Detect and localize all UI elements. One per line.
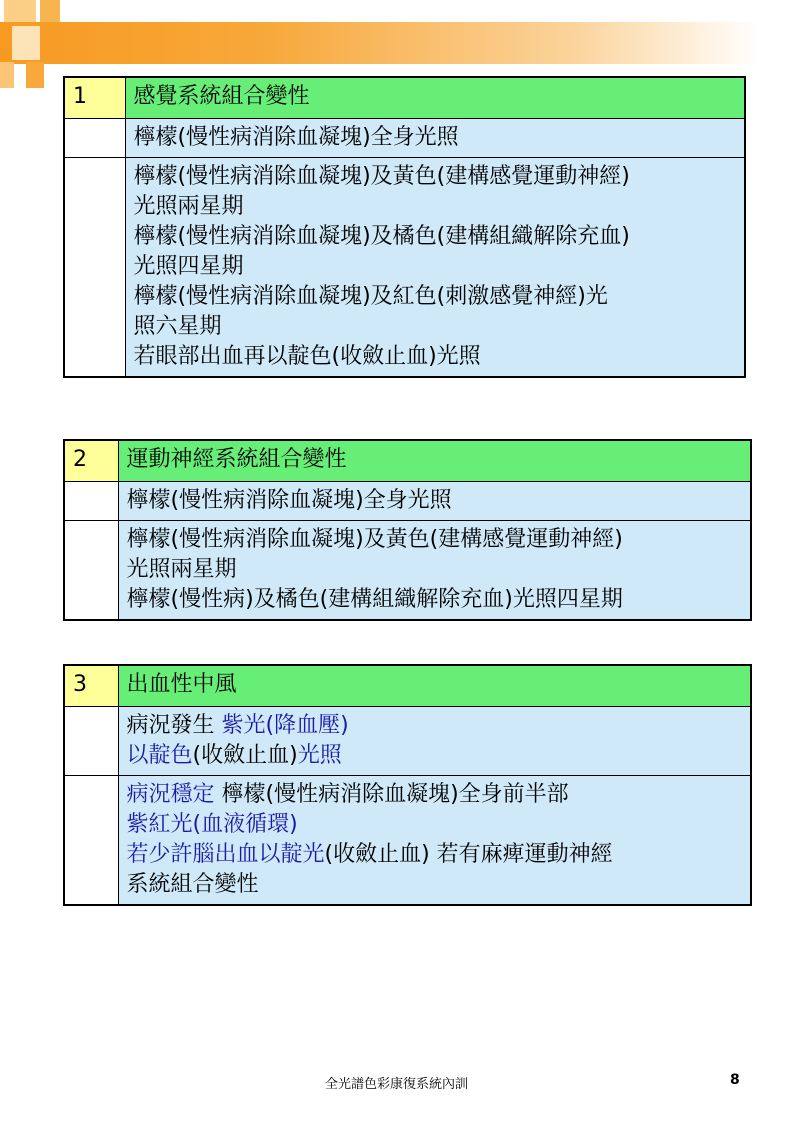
content-line [127, 840, 743, 870]
content-line [127, 525, 743, 555]
text-segment: 檸檬(慢性病消除血凝塊)及黃色(建構感覺運動神經) [126, 527, 623, 552]
section-content [118, 707, 751, 776]
content-line [134, 342, 737, 372]
section-content [118, 776, 751, 906]
section-row [64, 158, 745, 378]
text-segment: 紫紅光(血液循環) [126, 812, 298, 837]
section-title: 出血性中風 [118, 665, 751, 707]
content-line [134, 192, 737, 222]
section-content [118, 482, 751, 521]
section-content [125, 119, 745, 158]
header-bar [0, 22, 760, 64]
text-segment: 系統組合變性 [126, 872, 259, 897]
text-segment: 以靛色 [126, 743, 193, 768]
text-segment: 光照兩星期 [133, 194, 244, 219]
text-segment: 若少許腦出血以靛光 [126, 842, 325, 867]
section-table-3 [63, 664, 752, 906]
section-row [64, 776, 751, 906]
content-line [134, 282, 737, 312]
section-row [64, 521, 751, 621]
content-line [127, 585, 743, 615]
text-segment: 檸檬(慢性病消除血凝塊)全身前半部 [214, 782, 569, 807]
section-number: 2 [64, 440, 118, 482]
content-line [134, 123, 737, 153]
content-line [127, 555, 743, 585]
content-line [127, 780, 743, 810]
text-segment: 檸檬(慢性病消除血凝塊)全身光照 [126, 488, 452, 513]
text-segment: 檸檬(慢性病消除血凝塊)及紅色(刺激感覺神經)光 [133, 284, 608, 309]
section-title: 感覺系統組合變性 [125, 77, 745, 119]
text-segment: 照六星期 [133, 314, 222, 339]
text-segment: 檸檬(慢性病)及橘色(建構組織解除充血)光照四星期 [126, 587, 623, 612]
footer-title: 全光譜色彩康復系統內訓 [324, 1077, 468, 1092]
content-line [127, 486, 743, 516]
page-number: 8 [730, 1072, 740, 1088]
header-decor-square [26, 62, 44, 88]
text-segment: 檸檬(慢性病消除血凝塊)及橘色(建構組織解除充血) [133, 224, 630, 249]
header-decor-square [40, 0, 60, 22]
text-segment: 光照四星期 [133, 254, 244, 279]
content-line [134, 312, 737, 342]
section-title-row [64, 77, 745, 119]
text-segment: 光照 [297, 743, 342, 768]
text-segment: 檸檬(慢性病消除血凝塊)全身光照 [133, 125, 459, 150]
content-line [127, 870, 743, 900]
section-row [64, 119, 745, 158]
text-segment: 病況發生 [126, 713, 222, 738]
content-line [127, 741, 743, 771]
section-title: 運動神經系統組合變性 [118, 440, 751, 482]
section-content [125, 158, 745, 378]
content-line [134, 222, 737, 252]
content-line [127, 810, 743, 840]
text-segment: (收斂止血) 若有麻痺運動神經 [324, 842, 613, 867]
section-row [64, 482, 751, 521]
text-segment: 紫光(降血壓) [221, 713, 349, 738]
section-content [118, 521, 751, 621]
header-decor-square [12, 26, 40, 60]
text-segment: (收斂止血) [192, 743, 298, 768]
text-segment: 若眼部出血再以靛色(收斂止血)光照 [133, 344, 481, 369]
header-decor-square [4, 0, 36, 22]
content-line [127, 711, 743, 741]
section-row [64, 707, 751, 776]
section-table-1 [63, 76, 746, 378]
section-number: 1 [64, 77, 125, 119]
section-table-2 [63, 439, 752, 621]
text-segment: 檸檬(慢性病消除血凝塊)及黃色(建構感覺運動神經) [133, 164, 630, 189]
text-segment: 光照兩星期 [126, 557, 237, 582]
header-decor-square [0, 62, 14, 88]
content-line [134, 252, 737, 282]
section-number: 3 [64, 665, 118, 707]
content-line [134, 162, 737, 192]
text-segment: 病況穩定 [126, 782, 215, 807]
section-title-row [64, 665, 751, 707]
section-title-row [64, 440, 751, 482]
